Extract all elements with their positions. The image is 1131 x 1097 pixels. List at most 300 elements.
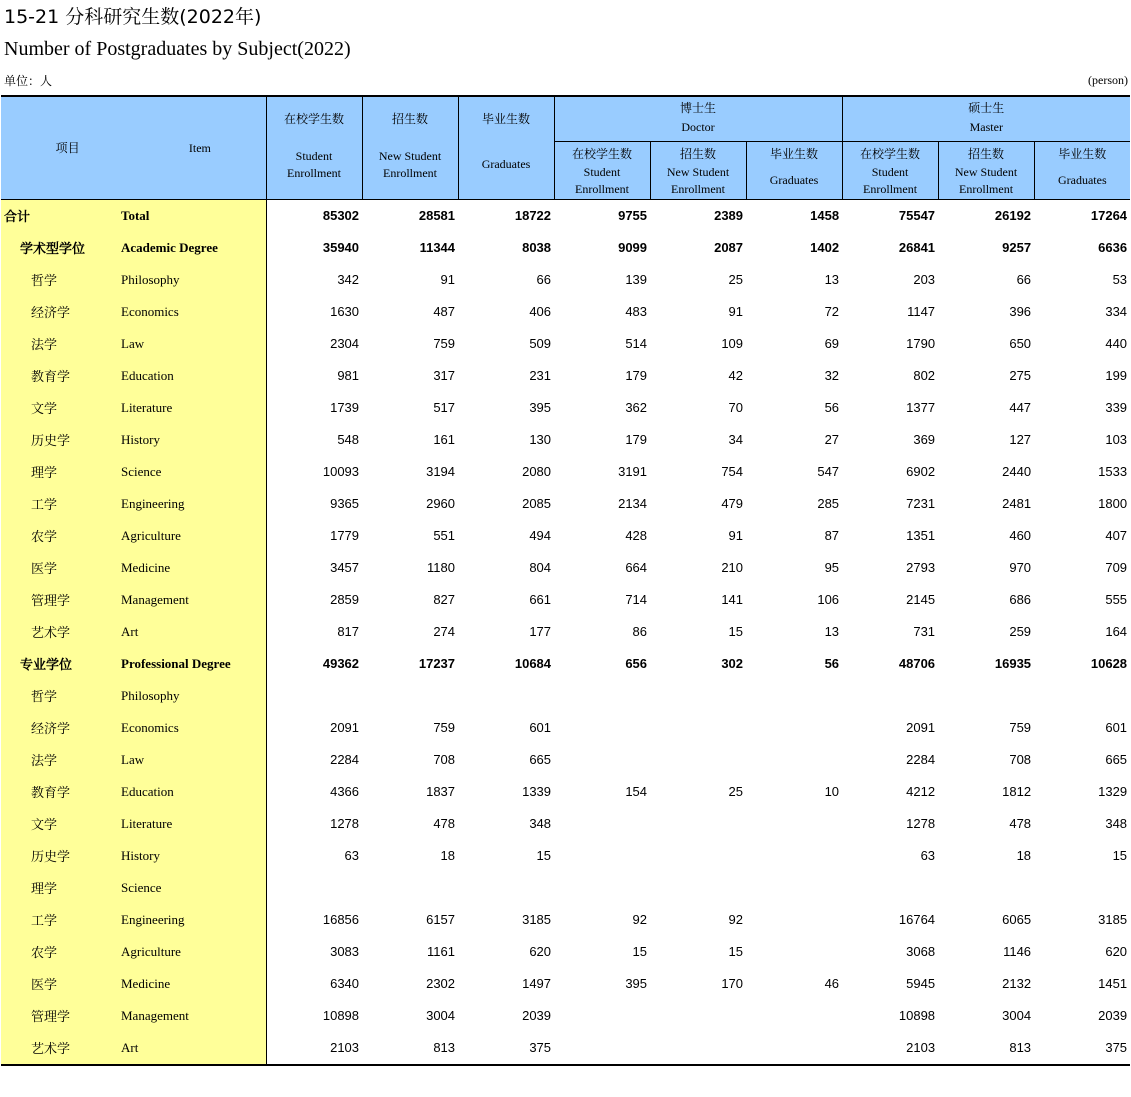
value-cell: 7231 <box>906 496 936 511</box>
table-title-chinese: 15-21 分科研究生数(2022年) <box>4 6 262 28</box>
value-cell: 802 <box>913 368 936 383</box>
table-body <box>1 199 1130 1065</box>
value-cell: 91 <box>728 304 744 319</box>
value-cell: 2103 <box>842 1032 938 1065</box>
value-cell: 75547 <box>898 208 936 223</box>
value-cell: 665 <box>1105 752 1128 767</box>
value-cell: 339 <box>1105 400 1128 415</box>
header-row-top <box>1 96 1130 141</box>
value-cell: 3191 <box>618 464 648 479</box>
value-cell: 17237 <box>418 656 456 671</box>
value-cell: 86 <box>632 624 648 639</box>
value-cell <box>1034 680 1130 712</box>
value-cell: 1630 <box>330 304 360 319</box>
header-master-enrollment <box>842 141 938 199</box>
value-cell: 1402 <box>810 240 840 255</box>
row-label-en: Philosophy <box>121 680 266 712</box>
row-label-cn: 理学 <box>1 456 121 488</box>
value-cell <box>746 840 842 872</box>
value-cell: 35940 <box>322 240 360 255</box>
value-cell: 1146 <box>1003 944 1032 959</box>
value-cell: 2304 <box>330 336 360 351</box>
row-label-cn: 历史学 <box>1 840 121 872</box>
value-cell: 1339 <box>522 784 552 799</box>
row-label-en: Education <box>121 776 266 808</box>
value-cell <box>650 712 746 744</box>
row-label-en: Engineering <box>121 904 266 936</box>
value-cell: 139 <box>625 272 648 287</box>
value-cell: 3004 <box>1002 1008 1032 1023</box>
row-label-cn: 教育学 <box>1 776 121 808</box>
value-cell: 302 <box>721 656 744 671</box>
value-cell: 487 <box>433 304 456 319</box>
value-cell: 2960 <box>426 496 456 511</box>
row-label-en: Management <box>121 1000 266 1032</box>
row-label-cn: 文学 <box>1 392 121 424</box>
value-cell: 63 <box>344 848 360 863</box>
value-cell: 2859 <box>330 592 360 607</box>
value-cell <box>746 872 842 904</box>
table-row <box>1 712 1130 744</box>
value-cell: 2103 <box>266 1032 362 1065</box>
header-doctor-new-en-1: New Student <box>666 164 730 179</box>
value-cell: 26192 <box>994 208 1032 223</box>
value-cell: 16935 <box>994 656 1032 671</box>
value-cell: 665 <box>529 752 552 767</box>
value-cell: 407 <box>1105 528 1128 543</box>
value-cell: 664 <box>625 560 648 575</box>
header-total-new-en-2: Enrollment <box>383 166 438 180</box>
row-label-cn: 医学 <box>1 968 121 1000</box>
row-label-cn: 艺术学 <box>1 1032 121 1065</box>
header-doctor-graduates-cn: 毕业生数 <box>770 146 819 161</box>
value-cell: 199 <box>1105 368 1128 383</box>
row-label-en: History <box>121 840 266 872</box>
value-cell <box>650 744 746 776</box>
header-doctor-new-cn: 招生数 <box>680 146 717 161</box>
row-label-en: Science <box>121 456 266 488</box>
header-total-new-en-1: New Student <box>378 149 442 163</box>
value-cell: 9755 <box>618 208 648 223</box>
value-cell: 18722 <box>514 208 552 223</box>
value-cell: 2091 <box>906 720 936 735</box>
value-cell: 15 <box>1112 848 1128 863</box>
postgraduates-table <box>1 95 1130 1066</box>
value-cell: 601 <box>529 720 552 735</box>
value-cell: 18 <box>440 848 456 863</box>
value-cell: 95 <box>824 560 840 575</box>
value-cell: 656 <box>625 656 648 671</box>
row-label-en: Law <box>121 744 266 776</box>
header-doctor-enrollment-en-1: Student <box>583 164 621 179</box>
row-label-en: Philosophy <box>121 264 266 296</box>
table-row <box>1 936 1130 968</box>
table-row <box>1 648 1130 680</box>
value-cell <box>746 712 842 744</box>
value-cell: 650 <box>1009 336 1032 351</box>
row-label-cn: 医学 <box>1 552 121 584</box>
header-item <box>1 96 266 199</box>
value-cell: 26841 <box>898 240 936 255</box>
value-cell: 2389 <box>714 208 744 223</box>
value-cell: 13 <box>824 624 840 639</box>
row-label-cn: 工学 <box>1 904 121 936</box>
header-total-new <box>362 96 458 199</box>
value-cell: 661 <box>529 592 552 607</box>
value-cell: 6902 <box>906 464 936 479</box>
value-cell: 6340 <box>330 976 360 991</box>
row-label-en: Agriculture <box>121 520 266 552</box>
value-cell: 259 <box>1009 624 1032 639</box>
value-cell: 10093 <box>322 464 360 479</box>
value-cell: 2091 <box>330 720 360 735</box>
header-master-graduates-cn: 毕业生数 <box>1058 146 1107 161</box>
table-row <box>1 1032 1130 1065</box>
value-cell: 555 <box>1105 592 1128 607</box>
value-cell: 6157 <box>426 912 456 927</box>
value-cell: 428 <box>625 528 648 543</box>
header-master-new-en-2: Enrollment <box>959 181 1014 196</box>
row-label-en: Economics <box>121 296 266 328</box>
value-cell <box>554 808 650 840</box>
value-cell: 2039 <box>522 1008 552 1023</box>
value-cell: 4212 <box>906 784 936 799</box>
value-cell: 8038 <box>522 240 552 255</box>
value-cell: 2284 <box>330 752 360 767</box>
value-cell: 804 <box>529 560 552 575</box>
value-cell: 15 <box>728 944 744 959</box>
header-doctor-group <box>554 96 842 141</box>
value-cell: 1147 <box>907 304 936 319</box>
row-label-en: Management <box>121 584 266 616</box>
header-master-graduates <box>1034 141 1130 199</box>
value-cell: 154 <box>625 784 648 799</box>
row-label-cn: 合计 <box>1 199 121 232</box>
table-row <box>1 904 1130 936</box>
value-cell: 514 <box>625 336 648 351</box>
row-label-cn: 经济学 <box>1 712 121 744</box>
value-cell <box>746 904 842 936</box>
table-title-english: Number of Postgraduates by Subject(2022) <box>4 38 351 60</box>
row-label-cn: 农学 <box>1 520 121 552</box>
value-cell <box>842 872 938 904</box>
value-cell: 620 <box>1105 944 1128 959</box>
row-label-en: Engineering <box>121 488 266 520</box>
header-item-en: Item <box>188 140 211 155</box>
value-cell <box>842 680 938 712</box>
value-cell: 447 <box>1009 400 1032 415</box>
value-cell: 479 <box>721 496 744 511</box>
value-cell: 275 <box>1009 368 1032 383</box>
value-cell: 87 <box>824 528 840 543</box>
row-label-en: Art <box>121 616 266 648</box>
table-row <box>1 840 1130 872</box>
value-cell: 2440 <box>1002 464 1032 479</box>
value-cell: 177 <box>529 624 552 639</box>
value-cell: 551 <box>433 528 456 543</box>
header-total-enrollment <box>266 96 362 199</box>
value-cell <box>650 808 746 840</box>
value-cell: 15 <box>536 848 552 863</box>
header-total-enrollment-en-1: Student <box>295 149 333 163</box>
row-label-cn: 教育学 <box>1 360 121 392</box>
value-cell: 601 <box>1105 720 1128 735</box>
value-cell <box>266 872 362 904</box>
value-cell: 362 <box>625 400 648 415</box>
header-doctor-graduates-en: Graduates <box>769 172 819 187</box>
value-cell <box>746 1000 842 1032</box>
row-label-en: Science <box>121 872 266 904</box>
value-cell <box>746 808 842 840</box>
value-cell: 130 <box>529 432 552 447</box>
value-cell: 3185 <box>1098 912 1128 927</box>
value-cell <box>554 872 650 904</box>
row-label-en: History <box>121 424 266 456</box>
value-cell: 11344 <box>419 240 456 255</box>
value-cell: 1458 <box>810 208 840 223</box>
value-cell: 714 <box>625 592 648 607</box>
value-cell: 16764 <box>898 912 936 927</box>
value-cell: 1180 <box>427 560 456 575</box>
value-cell <box>938 680 1034 712</box>
value-cell: 164 <box>1105 624 1128 639</box>
header-master-graduates-en: Graduates <box>1057 172 1107 187</box>
value-cell: 369 <box>913 432 936 447</box>
table-row <box>1 232 1130 264</box>
value-cell: 813 <box>938 1032 1034 1065</box>
value-cell: 66 <box>1016 272 1032 287</box>
value-cell: 2039 <box>1098 1008 1128 1023</box>
value-cell: 127 <box>1009 432 1032 447</box>
header-master-new <box>938 141 1034 199</box>
row-label-en: Art <box>121 1032 266 1065</box>
value-cell <box>650 1032 746 1065</box>
value-cell <box>554 1032 650 1065</box>
value-cell <box>650 872 746 904</box>
value-cell: 2134 <box>618 496 648 511</box>
row-label-en: Economics <box>121 712 266 744</box>
value-cell: 10684 <box>514 656 552 671</box>
header-doctor-enrollment-cn: 在校学生数 <box>572 146 633 161</box>
value-cell: 170 <box>721 976 744 991</box>
value-cell <box>554 680 650 712</box>
value-cell: 2085 <box>522 496 552 511</box>
value-cell: 1351 <box>906 528 936 543</box>
value-cell: 460 <box>1009 528 1032 543</box>
value-cell: 6636 <box>1098 240 1128 255</box>
row-label-cn: 工学 <box>1 488 121 520</box>
row-label-cn: 法学 <box>1 328 121 360</box>
value-cell: 494 <box>529 528 552 543</box>
value-cell: 827 <box>433 592 456 607</box>
table-row <box>1 488 1130 520</box>
value-cell: 478 <box>1009 816 1032 831</box>
value-cell: 5945 <box>906 976 936 991</box>
row-label-en: Literature <box>121 392 266 424</box>
value-cell: 85302 <box>322 208 360 223</box>
value-cell: 406 <box>529 304 552 319</box>
header-total-graduates-en: Graduates <box>481 157 531 171</box>
value-cell: 48706 <box>898 656 936 671</box>
row-label-en: Law <box>121 328 266 360</box>
value-cell: 686 <box>1009 592 1032 607</box>
value-cell: 708 <box>1009 752 1032 767</box>
header-master-group <box>842 96 1130 141</box>
value-cell: 2132 <box>1002 976 1032 991</box>
value-cell: 103 <box>1105 432 1128 447</box>
value-cell <box>650 680 746 712</box>
row-label-cn: 管理学 <box>1 1000 121 1032</box>
value-cell <box>554 840 650 872</box>
value-cell: 92 <box>728 912 744 927</box>
value-cell: 342 <box>337 272 360 287</box>
value-cell: 2087 <box>714 240 744 255</box>
value-cell: 440 <box>1105 336 1128 351</box>
value-cell: 1161 <box>427 944 456 959</box>
header-doctor-cn: 博士生 <box>680 101 717 115</box>
value-cell: 9257 <box>1002 240 1032 255</box>
value-cell: 53 <box>1112 272 1128 287</box>
value-cell <box>362 872 458 904</box>
row-label-cn: 管理学 <box>1 584 121 616</box>
header-master-en: Master <box>969 120 1003 134</box>
value-cell <box>554 1000 650 1032</box>
row-label-cn: 文学 <box>1 808 121 840</box>
row-label-cn: 经济学 <box>1 296 121 328</box>
value-cell: 375 <box>458 1032 554 1065</box>
table-row <box>1 776 1130 808</box>
value-cell: 813 <box>362 1032 458 1065</box>
value-cell: 2080 <box>522 464 552 479</box>
value-cell: 2145 <box>906 592 936 607</box>
value-cell: 210 <box>721 560 744 575</box>
value-cell: 396 <box>1009 304 1032 319</box>
value-cell: 28581 <box>418 208 456 223</box>
value-cell: 1779 <box>330 528 360 543</box>
value-cell: 395 <box>625 976 648 991</box>
value-cell: 981 <box>337 368 360 383</box>
header-item-cn: 项目 <box>55 140 80 155</box>
row-label-en: Medicine <box>121 552 266 584</box>
header-doctor-graduates <box>746 141 842 199</box>
table-row <box>1 552 1130 584</box>
value-cell <box>266 680 362 712</box>
value-cell: 1533 <box>1098 464 1128 479</box>
header-doctor-enrollment <box>554 141 650 199</box>
table-row <box>1 1000 1130 1032</box>
value-cell: 10 <box>824 784 840 799</box>
value-cell: 1790 <box>906 336 936 351</box>
value-cell: 759 <box>433 720 456 735</box>
value-cell: 70 <box>728 400 744 415</box>
value-cell: 1329 <box>1098 784 1128 799</box>
row-label-cn: 哲学 <box>1 264 121 296</box>
header-total-enrollment-en-2: Enrollment <box>287 166 342 180</box>
value-cell: 16856 <box>322 912 360 927</box>
table-row <box>1 744 1130 776</box>
value-cell: 203 <box>913 272 936 287</box>
table-row <box>1 616 1130 648</box>
value-cell: 27 <box>824 432 840 447</box>
value-cell <box>746 680 842 712</box>
value-cell: 91 <box>728 528 744 543</box>
value-cell: 375 <box>1034 1032 1130 1065</box>
value-cell: 161 <box>433 432 456 447</box>
value-cell: 3004 <box>426 1008 456 1023</box>
value-cell: 754 <box>721 464 744 479</box>
value-cell: 9365 <box>330 496 360 511</box>
value-cell: 56 <box>824 400 840 415</box>
value-cell: 478 <box>433 816 456 831</box>
value-cell: 1451 <box>1098 976 1128 991</box>
value-cell <box>458 680 554 712</box>
row-label-cn: 历史学 <box>1 424 121 456</box>
value-cell: 42 <box>728 368 744 383</box>
table-row <box>1 680 1130 712</box>
value-cell: 10898 <box>898 1008 936 1023</box>
value-cell: 1377 <box>906 400 936 415</box>
value-cell: 179 <box>625 432 648 447</box>
value-cell: 334 <box>1105 304 1128 319</box>
header-total-new-cn: 招生数 <box>392 112 429 126</box>
value-cell <box>362 680 458 712</box>
value-cell: 3068 <box>906 944 936 959</box>
value-cell: 17264 <box>1090 208 1128 223</box>
value-cell: 509 <box>529 336 552 351</box>
value-cell: 731 <box>913 624 936 639</box>
row-label-en: Academic Degree <box>121 232 266 264</box>
row-label-en: Professional Degree <box>121 648 266 680</box>
header-master-new-cn: 招生数 <box>968 146 1005 161</box>
value-cell <box>746 936 842 968</box>
row-label-en: Total <box>121 199 266 232</box>
value-cell: 3185 <box>522 912 552 927</box>
value-cell: 348 <box>1105 816 1128 831</box>
header-doctor-en: Doctor <box>681 120 715 134</box>
value-cell: 1497 <box>522 976 552 991</box>
row-label-cn: 法学 <box>1 744 121 776</box>
table-row <box>1 264 1130 296</box>
value-cell: 547 <box>817 464 840 479</box>
table-row <box>1 296 1130 328</box>
table-row <box>1 199 1130 232</box>
table-row <box>1 968 1130 1000</box>
table-row <box>1 360 1130 392</box>
unit-label-chinese: 单位：人 <box>4 74 53 88</box>
value-cell <box>458 872 554 904</box>
value-cell: 3457 <box>330 560 360 575</box>
unit-label-english: (person) <box>1088 73 1128 87</box>
value-cell: 6065 <box>1002 912 1032 927</box>
value-cell: 231 <box>529 368 552 383</box>
value-cell: 1837 <box>426 784 456 799</box>
row-label-en: Agriculture <box>121 936 266 968</box>
value-cell: 3194 <box>426 464 456 479</box>
table-row <box>1 392 1130 424</box>
value-cell: 348 <box>529 816 552 831</box>
value-cell: 179 <box>625 368 648 383</box>
row-label-cn: 哲学 <box>1 680 121 712</box>
header-total-enrollment-cn: 在校学生数 <box>284 112 345 126</box>
value-cell: 46 <box>824 976 840 991</box>
table-row <box>1 808 1130 840</box>
value-cell: 10628 <box>1090 656 1128 671</box>
table-row <box>1 584 1130 616</box>
value-cell: 69 <box>824 336 840 351</box>
row-label-cn: 理学 <box>1 872 121 904</box>
value-cell: 56 <box>824 656 840 671</box>
value-cell: 517 <box>433 400 456 415</box>
